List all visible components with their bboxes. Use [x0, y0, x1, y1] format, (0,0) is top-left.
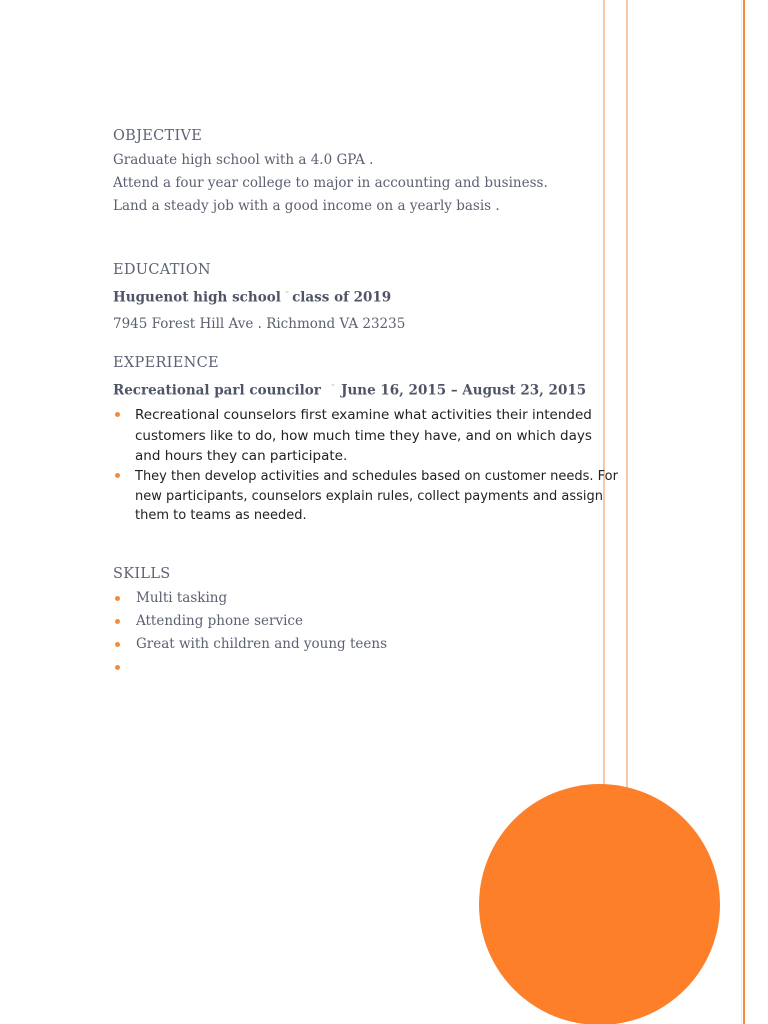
skills-heading: SKILLS [113, 566, 171, 582]
experience-bullet-2-line-2: new participants, counselors explain rules, collect payments and assign [135, 488, 604, 504]
objective-heading: OBJECTIVE [113, 128, 203, 144]
experience-bullet-1-line-3: and hours they can participate. [135, 448, 348, 464]
experience-bullets-clip [113, 0, 633, 1024]
bullet-dot [115, 412, 120, 417]
experience-bullet-2-line-3: them to teams as needed. [135, 508, 307, 523]
skill-item-3 [113, 636, 387, 652]
decorative-line-3 [743, 0, 745, 1024]
marker-glyph: ⁼ [284, 289, 290, 298]
experience-bullet-2-line-1: They then develop activities and schedules based on customer needs. For [135, 469, 618, 484]
objective-line-1: Graduate high school with a 4.0 GPA . [113, 152, 374, 168]
experience-bullet-1-line-1: Recreational counselors first examine what activities their intended [135, 407, 592, 423]
education-heading: EDUCATION [113, 262, 211, 278]
marker-glyph: ⁼ [330, 382, 336, 391]
experience-bullet-2 [113, 467, 633, 526]
decorative-line-3-shadow [741, 0, 742, 1024]
skill-item-3-label: Great with children and young teens [136, 636, 388, 652]
experience-bullet-1-line-2: customers like to do, how much time they have, and on which days [135, 427, 592, 444]
skill-item-2-label: Attending phone service [136, 613, 303, 629]
education-class-of: class of 2019 [292, 289, 392, 306]
skill-item-1-label: Multi tasking [136, 590, 228, 606]
experience-heading: EXPERIENCE [113, 355, 219, 371]
experience-title: Recreational parl councilor [113, 382, 321, 399]
education-school: Huguenot high school [113, 289, 281, 306]
skill-item-1 [113, 590, 227, 606]
skill-item-4 [113, 659, 136, 677]
bullet-dot [115, 642, 120, 647]
bullet-dot [115, 665, 120, 670]
bullet-dot [115, 473, 120, 478]
skill-item-2 [113, 613, 303, 629]
bullet-dot [115, 596, 120, 601]
objective-line-2: Attend a four year college to major in accounting and business. [113, 175, 548, 191]
bullet-dot [115, 619, 120, 624]
resume-content [113, 0, 633, 1024]
objective-line-3: Land a steady job with a good income on a yearly basis . [113, 198, 500, 214]
experience-dates: June 16, 2015 – August 23, 2015 [341, 382, 587, 399]
experience-bullet-1 [113, 405, 633, 467]
education-address: 7945 Forest Hill Ave . Richmond VA 23235 [113, 316, 406, 332]
